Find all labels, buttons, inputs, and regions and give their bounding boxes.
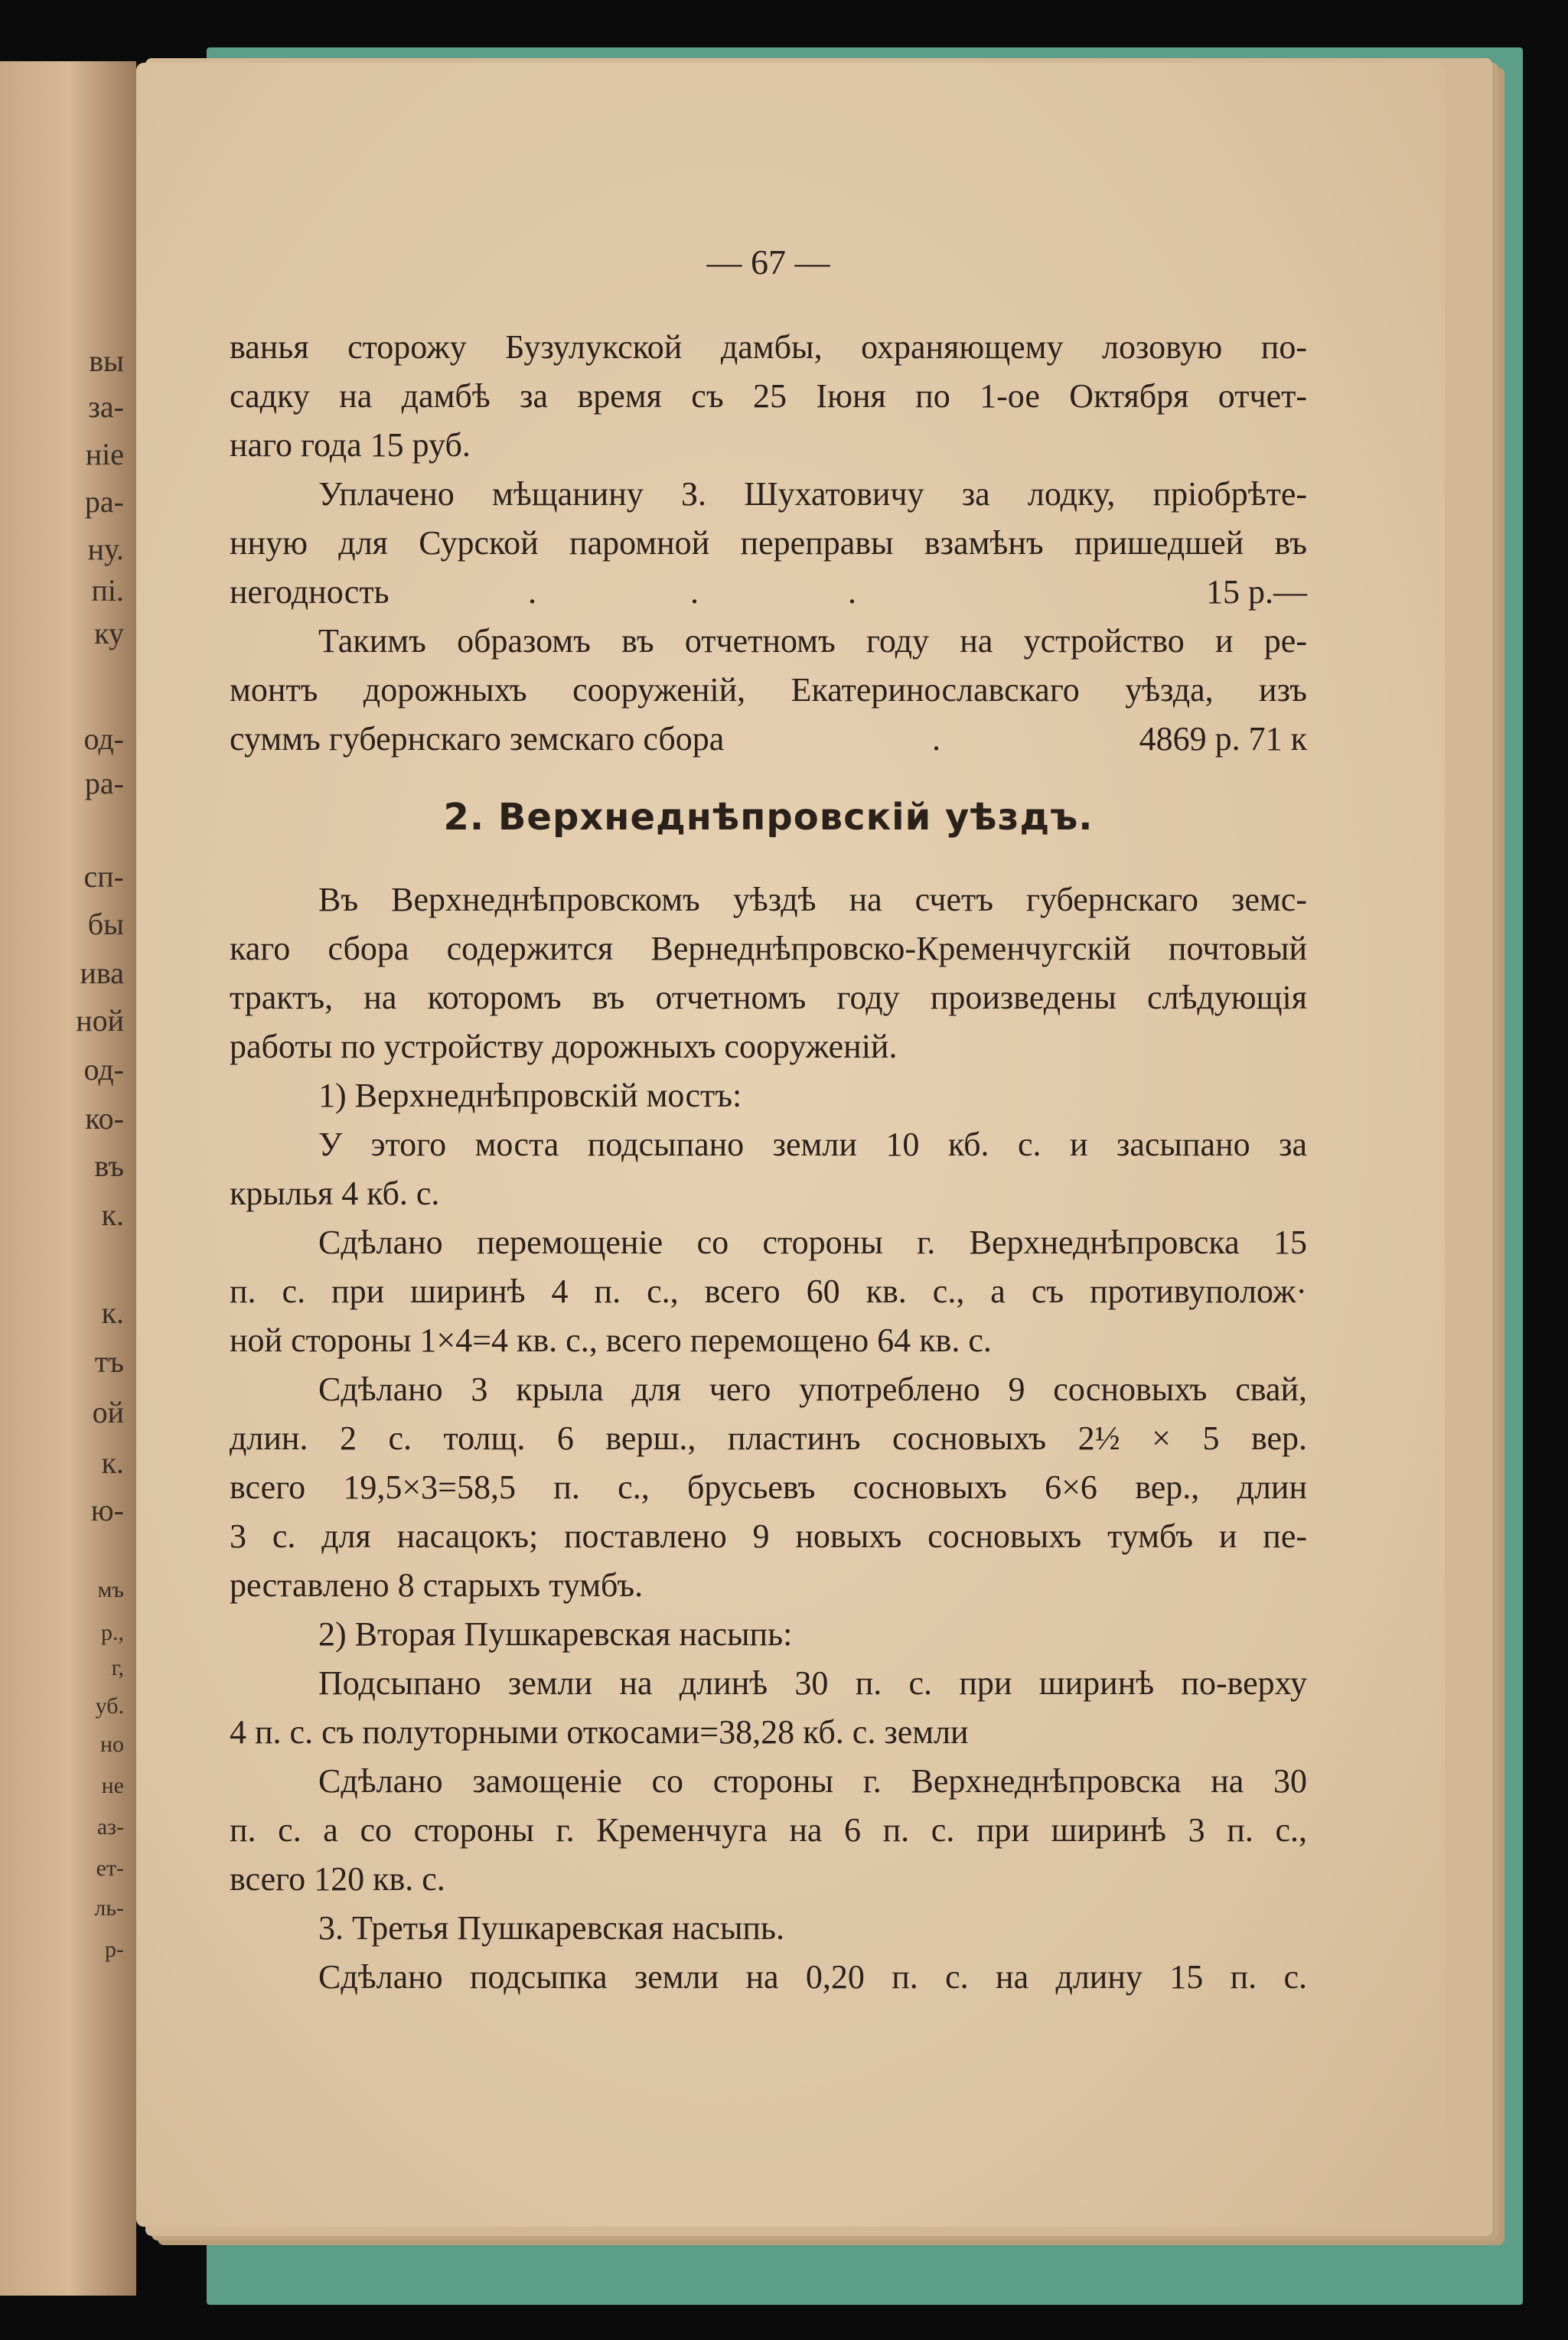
left-fragment: к. <box>101 1198 124 1232</box>
left-fragment: за- <box>88 389 124 424</box>
left-fragment: ра- <box>84 484 124 519</box>
text-line: Въ Верхнеднѣпровскомъ уѣздѣ на счетъ губернскаго земс- <box>318 881 1307 918</box>
left-fragment: од- <box>83 1052 124 1087</box>
left-fragment: ной <box>76 1003 124 1038</box>
text-line: 3 с. для насацокъ; поставлено 9 новыхъ сосновыхъ тумбъ и пе- <box>230 1517 1307 1555</box>
text-line: всего 19,5×3=58,5 п. с., брусьевъ сосновыхъ 6×6 вер., длин <box>230 1468 1307 1506</box>
left-fragment: ой <box>92 1395 124 1429</box>
text-line: длин. 2 с. толщ. 6 верш., пластинъ сосновыхъ 2½ × 5 вер. <box>230 1419 1307 1457</box>
leader-dot: . <box>848 573 856 611</box>
text-line: работы по устройству дорожныхъ сооруженій. <box>230 1028 898 1065</box>
section-heading: 2. Верхнеднѣпровскій уѣздъ. <box>443 796 1094 839</box>
left-page-edge <box>0 61 136 2296</box>
text-line: Сдѣлано подсыпка земли на 0,20 п. с. на длину 15 п. с. <box>318 1958 1307 1996</box>
amount: 4869 р. 71 к <box>1139 720 1307 758</box>
text-line: ной стороны 1×4=4 кв. с., всего перемощено 64 кв. с. <box>230 1322 992 1359</box>
left-fragment: но <box>99 1732 124 1757</box>
amount: 15 р.— <box>1206 573 1307 611</box>
left-fragment: к. <box>101 1295 124 1330</box>
left-fragment: вы <box>89 344 124 378</box>
text-line: 4 п. с. съ полуторными откосами=38,28 кб. с. земли <box>230 1713 969 1751</box>
left-fragment: мъ <box>97 1577 124 1602</box>
text-line: п. с. при ширинѣ 4 п. с., всего 60 кв. с., а съ противуполож· <box>230 1273 1307 1310</box>
left-fragment: ет- <box>96 1856 124 1881</box>
leader-dot: . <box>932 720 940 758</box>
left-fragment: р- <box>105 1937 124 1962</box>
text-line: Подсыпано земли на длинѣ 30 п. с. при ширинѣ по-верху <box>318 1664 1307 1702</box>
text-line: садку на дамбѣ за время съ 25 Іюня по 1-ое Октября отчет- <box>230 377 1307 415</box>
text-line: реставлено 8 старыхъ тумбъ. <box>230 1566 644 1604</box>
text-line: 3. Третья Пушкаревская насыпь. <box>318 1909 784 1947</box>
text-line: суммъ губернскаго земскаго сбора <box>230 720 725 758</box>
left-fragment: въ <box>94 1149 124 1183</box>
left-fragment: аз- <box>96 1814 124 1840</box>
left-fragment: ко- <box>85 1101 124 1136</box>
text-line: п. с. а со стороны г. Кременчуга на 6 п. с. при ширинѣ 3 п. с., <box>230 1811 1307 1849</box>
left-fragment: ль- <box>94 1895 124 1921</box>
text-line: Сдѣлано 3 крыла для чего употреблено 9 сосновыхъ свай, <box>318 1370 1307 1408</box>
text-line: 1) Верхнеднѣпровскій мостъ: <box>318 1077 742 1114</box>
text-line: У этого моста подсыпано земли 10 кб. с. и засыпано за <box>318 1126 1307 1163</box>
left-fragment: ра- <box>84 766 124 800</box>
text-line: всего 120 кв. с. <box>230 1860 445 1898</box>
text-line: Такимъ образомъ въ отчетномъ году на устройство и ре- <box>318 622 1307 660</box>
text-line: каго сбора содержится Вернеднѣпровско-Кременчугскій почтовый <box>230 930 1307 967</box>
text-line: Сдѣлано перемощеніе со стороны г. Верхнеднѣпровска 15 <box>318 1224 1307 1261</box>
text-line: нную для Сурской паромной переправы взамѣнъ пришедшей въ <box>230 524 1307 562</box>
text-line: монтъ дорожныхъ сооруженій, Екатеринославскаго уѣзда, изъ <box>230 671 1307 709</box>
left-fragment: ю- <box>90 1493 124 1527</box>
left-fragment: г, <box>111 1655 124 1680</box>
page-number: — 67 — <box>706 243 830 282</box>
leader-dot: . <box>528 573 536 611</box>
text-line: трактъ, на которомъ въ отчетномъ году произведены слѣдующія <box>230 979 1307 1016</box>
left-fragment: пі. <box>91 573 124 608</box>
leader-dot: . <box>690 573 699 611</box>
left-fragment: ну. <box>87 532 124 566</box>
left-fragment: ку <box>94 616 124 650</box>
left-fragment: тъ <box>94 1344 124 1379</box>
left-fragment: ніе <box>85 437 124 471</box>
text-line: ванья сторожу Бузулукской дамбы, охраняющему лозовую по- <box>230 328 1307 366</box>
left-fragment: к. <box>101 1445 124 1480</box>
left-fragment: од- <box>83 722 124 756</box>
left-fragment: уб. <box>95 1693 124 1719</box>
left-fragment: р., <box>101 1620 124 1645</box>
text-line: наго года 15 руб. <box>230 426 471 464</box>
text-line: крылья 4 кб. с. <box>230 1175 440 1212</box>
left-fragment: не <box>101 1773 124 1798</box>
text-line: 2) Вторая Пушкаревская насыпь: <box>318 1615 793 1653</box>
text-line: Уплачено мѣщанину З. Шухатовичу за лодку, пріобрѣте- <box>318 475 1307 513</box>
text-line: Сдѣлано замощеніе со стороны г. Верхнеднѣпровска на 30 <box>318 1762 1307 1800</box>
text-line: негодность <box>230 573 390 611</box>
left-fragment: бы <box>87 907 124 941</box>
left-fragment: сп- <box>83 859 124 894</box>
left-fragment: ива <box>80 956 124 990</box>
